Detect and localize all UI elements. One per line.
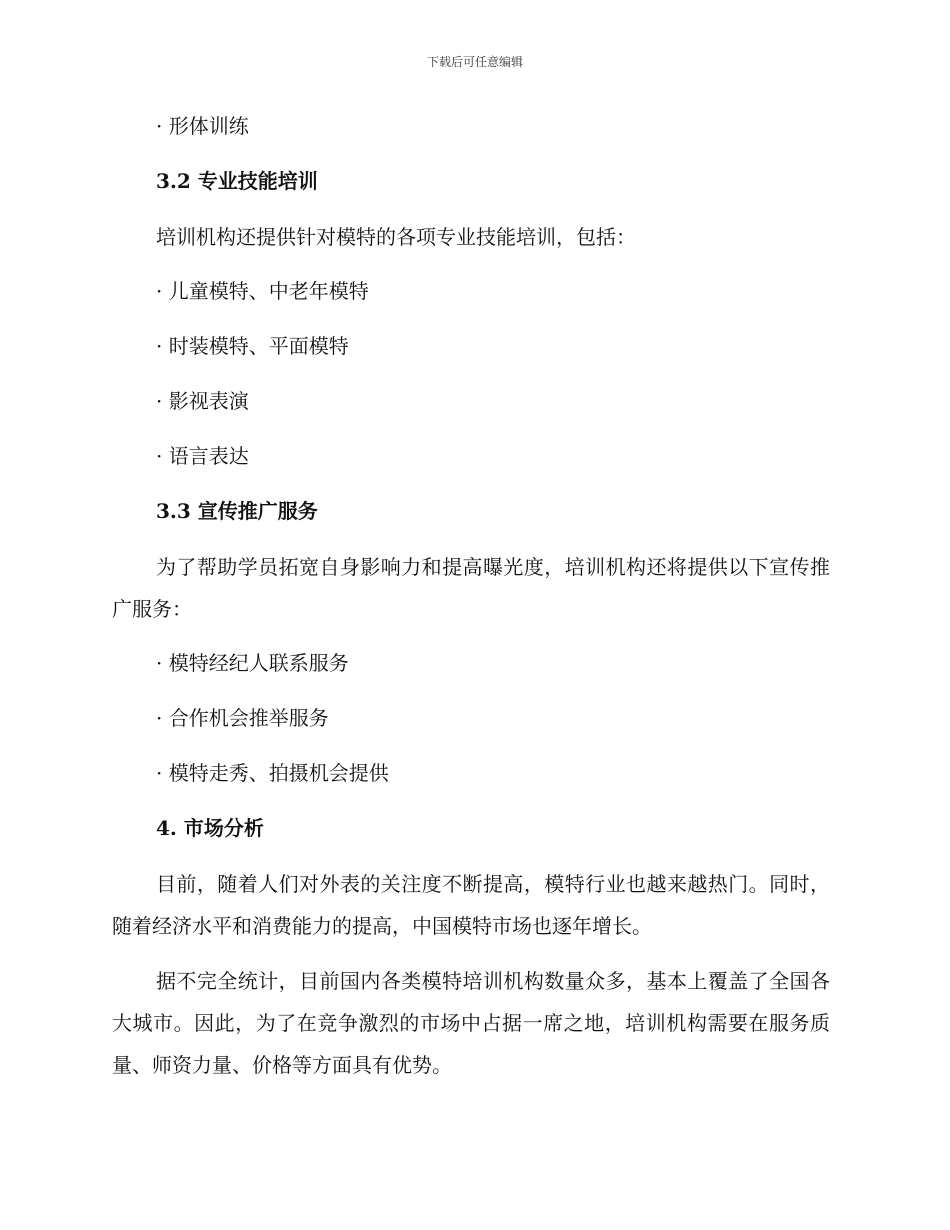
bullet-film-acting: · 影视表演 xyxy=(156,389,249,413)
page-header: 下载后可任意编辑 xyxy=(426,55,523,69)
bullet-runway: · 模特走秀、拍摄机会提供 xyxy=(156,761,389,785)
bullet-child-model: · 儿童模特、中老年模特 xyxy=(156,279,369,303)
paragraph-market-1: 目前，随着人们对外表的关注度不断提高，模特行业也越来越热门。同时，随着经济水平和消费能力的提高，中国模特市场也逐年增长。 xyxy=(112,872,830,938)
paragraph-market-2: 据不完全统计，目前国内各类模特培训机构数量众多，基本上覆盖了全国各大城市。因此，为了在竞争激烈的市场中占据一席之地，培训机构需要在服务质量、师资力量、价格等方面具有优势。 xyxy=(112,969,830,1077)
bullet-cooperation: · 合作机会推举服务 xyxy=(156,706,329,730)
document-body xyxy=(112,106,830,1099)
section-heading-4: 4. 市场分析 xyxy=(156,816,264,840)
paragraph-skills-intro: 培训机构还提供针对模特的各项专业技能培训，包括： xyxy=(156,225,636,249)
bullet-language: · 语言表达 xyxy=(156,444,249,468)
section-heading-3-2: 3.2 专业技能培训 xyxy=(156,169,318,193)
bullet-body-training: · 形体训练 xyxy=(156,114,249,138)
section-heading-3-3: 3.3 宣传推广服务 xyxy=(156,499,318,523)
bullet-fashion-model: · 时装模特、平面模特 xyxy=(156,334,349,358)
paragraph-promo-intro: 为了帮助学员拓宽自身影响力和提高曝光度，培训机构还将提供以下宣传推广服务： xyxy=(112,555,830,621)
bullet-agent-contact: · 模特经纪人联系服务 xyxy=(156,651,349,675)
